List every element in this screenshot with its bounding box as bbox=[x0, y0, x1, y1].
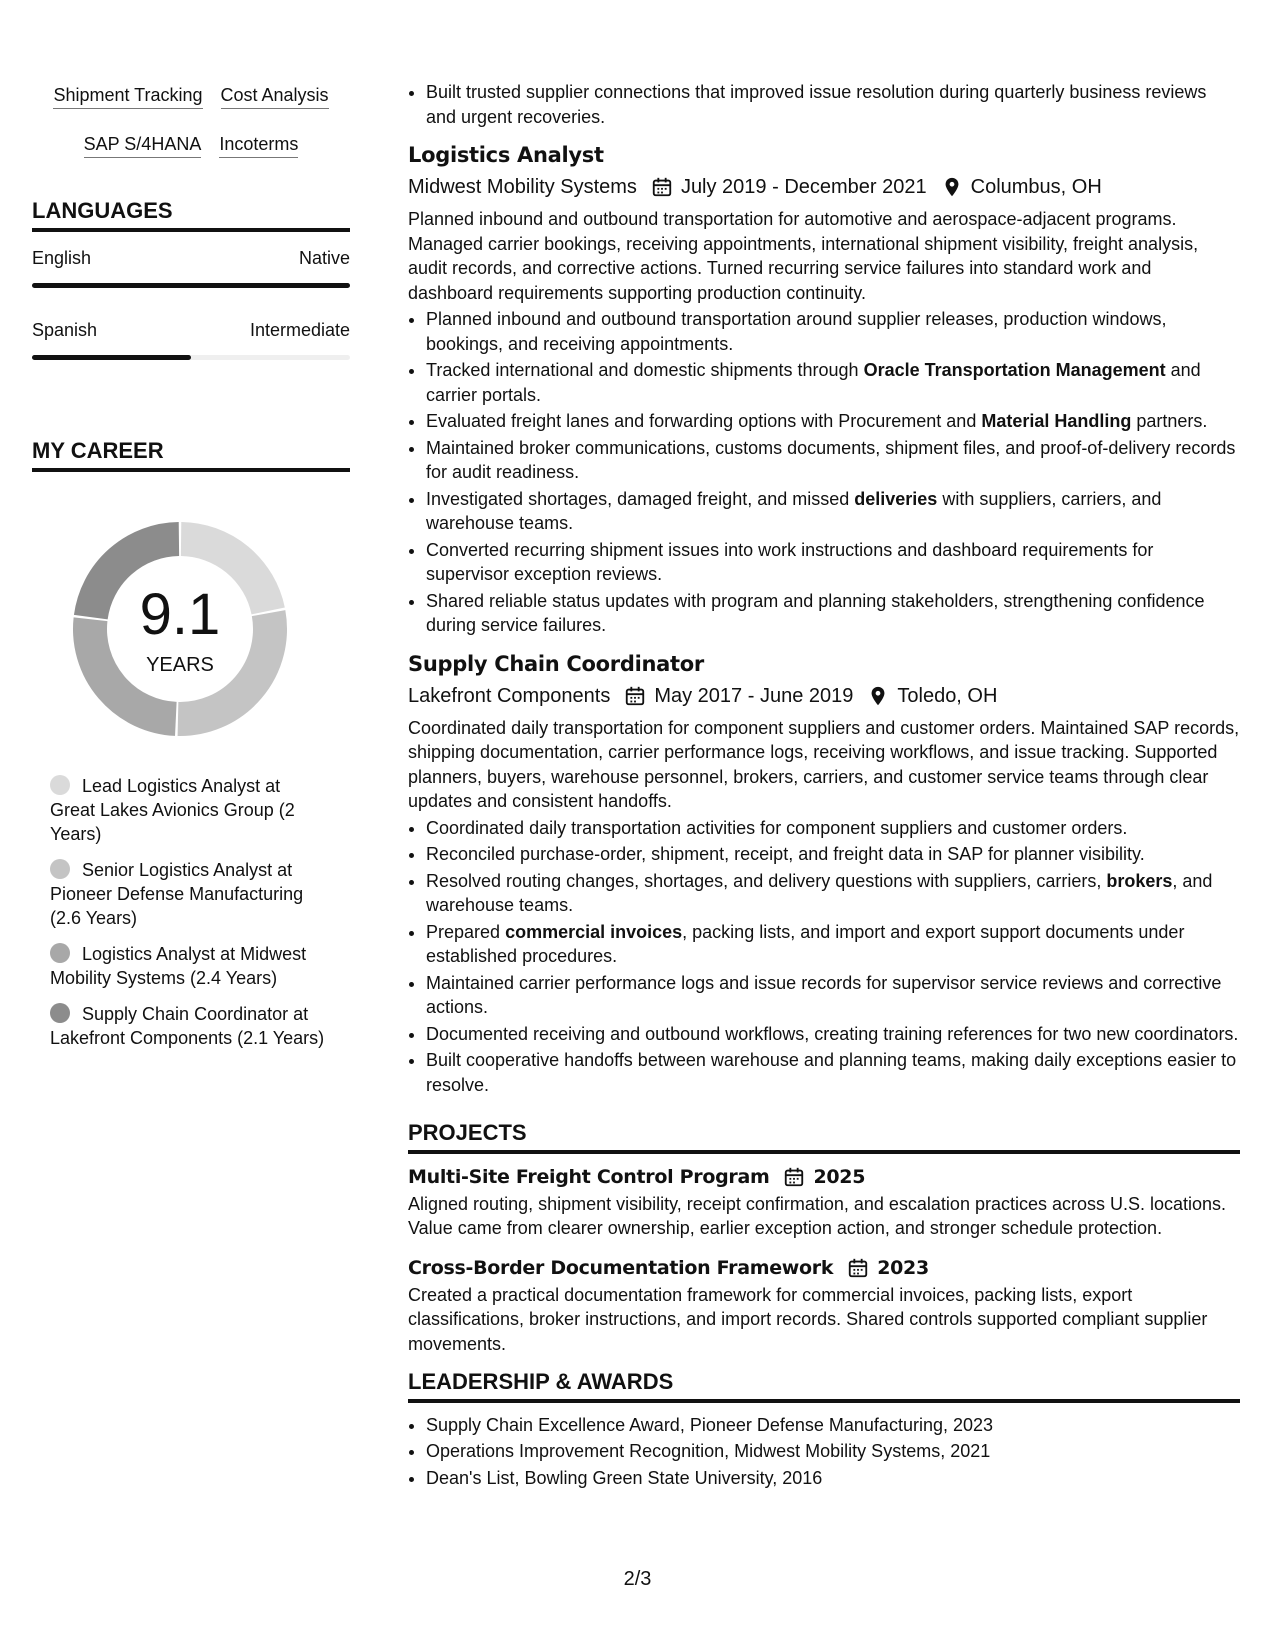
language-item bbox=[32, 320, 350, 360]
legend-label: Logistics Analyst at Midwest Mobility Systems (2.4 Years) bbox=[50, 944, 307, 988]
project-title: Multi-Site Freight Control Program bbox=[408, 1165, 770, 1188]
job-meta bbox=[408, 682, 1240, 710]
awards-heading: LEADERSHIP & AWARDS bbox=[408, 1370, 1240, 1403]
legend-dot bbox=[50, 859, 70, 879]
projects-heading: PROJECTS bbox=[408, 1121, 1240, 1154]
bullet-item: • Converted recurring shipment issues into work instructions and dashboard requirements for supervisor exception reviews. bbox=[426, 538, 1240, 587]
bullet-item: • Maintained carrier performance logs and issue records for supervisor service reviews and corrective actions. bbox=[426, 971, 1240, 1020]
legend-label: Lead Logistics Analyst at Great Lakes Avionics Group (2 Years) bbox=[50, 776, 295, 844]
skill-tag: Shipment Tracking bbox=[53, 80, 202, 109]
bullet-item: • Coordinated daily transportation activities for component suppliers and customer orders. bbox=[426, 816, 1240, 841]
calendar-icon bbox=[624, 685, 646, 707]
bullet-item: • Resolved routing changes, shortages, and delivery questions with suppliers, carriers, brokers, and warehouse teams. bbox=[426, 869, 1240, 918]
experience-bullets bbox=[408, 80, 1240, 129]
job-title: Supply Chain Coordinator bbox=[408, 651, 704, 676]
language-level-bar bbox=[32, 283, 350, 288]
award-item: • Operations Improvement Recognition, Midwest Mobility Systems, 2021 bbox=[426, 1439, 1240, 1464]
calendar-icon bbox=[651, 176, 673, 198]
project-entry bbox=[408, 1164, 1240, 1241]
language-name: Spanish bbox=[32, 320, 98, 340]
language-name: English bbox=[32, 248, 92, 268]
language-item bbox=[32, 248, 350, 288]
career-years-label: YEARS bbox=[146, 654, 214, 676]
job-location: Toledo, OH bbox=[897, 684, 998, 707]
map-pin-icon bbox=[941, 176, 963, 198]
bullet-item: • Reconciled purchase-order, shipment, receipt, and freight data in SAP for planner visibility. bbox=[426, 842, 1240, 867]
job-bullets bbox=[408, 307, 1240, 638]
legend-item bbox=[50, 774, 330, 846]
project-description: Aligned routing, shipment visibility, receipt confirmation, and escalation practices across U.S. locations. Value came from clearer ownership, earlier exception action, and stronger schedule protection. bbox=[408, 1193, 1227, 1238]
job-dates: May 2017 - June 2019 bbox=[654, 684, 854, 707]
main-content bbox=[408, 80, 1240, 1492]
language-level: Intermediate bbox=[249, 320, 350, 340]
map-pin-icon bbox=[867, 685, 889, 707]
project-title-row bbox=[408, 1255, 1240, 1281]
language-level-bar bbox=[32, 355, 350, 360]
page-number: 2/3 bbox=[623, 1568, 652, 1590]
calendar-icon bbox=[783, 1166, 805, 1188]
language-level: Native bbox=[298, 248, 350, 268]
job-entry bbox=[408, 141, 1240, 638]
legend-label: Supply Chain Coordinator at Lakefront Components (2.1 Years) bbox=[50, 1004, 325, 1048]
bullet-item: • Documented receiving and outbound workflows, creating training references for two new coordinators. bbox=[426, 1022, 1240, 1047]
project-title: Cross-Border Documentation Framework bbox=[408, 1256, 834, 1279]
skill-tag: Incoterms bbox=[219, 129, 298, 158]
legend-item bbox=[50, 1002, 330, 1050]
bullet-item: • Investigated shortages, damaged freight, and missed deliveries with suppliers, carriers, and warehouse teams. bbox=[426, 487, 1240, 536]
languages-heading: LANGUAGES bbox=[32, 198, 350, 232]
bullet-item: • Evaluated freight lanes and forwarding options with Procurement and Material Handling partners. bbox=[426, 409, 1240, 434]
sidebar bbox=[32, 80, 350, 1062]
job-location: Columbus, OH bbox=[970, 176, 1102, 198]
legend-dot bbox=[50, 943, 70, 963]
job-title: Logistics Analyst bbox=[408, 143, 604, 167]
language-level-fill bbox=[32, 355, 191, 360]
award-item: • Supply Chain Excellence Award, Pioneer Defense Manufacturing, 2023 bbox=[426, 1413, 1240, 1438]
legend-dot bbox=[50, 1003, 70, 1023]
calendar-icon bbox=[847, 1257, 869, 1279]
legend-dot bbox=[50, 775, 70, 795]
company-name: Midwest Mobility Systems bbox=[408, 176, 637, 198]
company-name: Lakefront Components bbox=[408, 684, 611, 707]
job-bullets bbox=[408, 816, 1240, 1098]
legend-label: Senior Logistics Analyst at Pioneer Defense Manufacturing (2.6 Years) bbox=[50, 860, 304, 928]
bullet-item: • Prepared commercial invoices, packing lists, and import and export support documents under established procedures. bbox=[426, 920, 1240, 969]
project-description: Created a practical documentation framework for commercial invoices, packing lists, export classifications, broker instructions, and import records. Shared controls supported compliant supplier movements. bbox=[408, 1284, 1208, 1354]
skill-tag: Cost Analysis bbox=[221, 80, 329, 109]
skills-section bbox=[32, 80, 350, 158]
bullet-item: • Shared reliable status updates with program and planning stakeholders, strengthening confidence during service failures. bbox=[426, 589, 1240, 638]
career-total-years: 9.1 bbox=[139, 582, 221, 647]
bullet-item: • Tracked international and domestic shipments through Oracle Transportation Management and carrier portals. bbox=[426, 358, 1240, 407]
job-dates: July 2019 - December 2021 bbox=[680, 176, 927, 198]
job-description: Planned inbound and outbound transportation for automotive and aerospace-adjacent programs. Managed carrier bookings, receiving appointments, international shipment visibility, freight analysis, audit records, and corrective actions. Turned recurring service failures into standard work and dashboard requirements supporting production continuity. bbox=[408, 209, 1199, 303]
bullet-item: • Built cooperative handoffs between warehouse and planning teams, making daily exceptions easier to resolve. bbox=[426, 1048, 1240, 1097]
legend-item bbox=[50, 942, 330, 990]
job-meta bbox=[408, 173, 1240, 201]
bullet-item: • Built trusted supplier connections that improved issue resolution during quarterly business reviews and urgent recoveries. bbox=[426, 80, 1240, 129]
award-item: • Dean's List, Bowling Green State University, 2016 bbox=[426, 1466, 1240, 1491]
language-level-fill bbox=[32, 283, 350, 288]
project-entry bbox=[408, 1255, 1240, 1357]
career-heading: MY CAREER bbox=[32, 438, 350, 472]
career-legend bbox=[50, 774, 330, 1050]
legend-item bbox=[50, 858, 330, 930]
project-title-row bbox=[408, 1164, 1240, 1190]
job-entry bbox=[408, 650, 1240, 1098]
career-donut-chart bbox=[65, 514, 295, 744]
job-description: Coordinated daily transportation for component suppliers and customer orders. Maintained SAP records, shipping documentation, carrier performance logs, receiving workflows, and issue tracking. Supported planners, buyers, warehouse personnel, brokers, carriers, and customer service teams through clear updates and consistent handoffs. bbox=[408, 717, 1240, 811]
skill-tag: SAP S/4HANA bbox=[84, 129, 202, 158]
project-year: 2023 bbox=[877, 1256, 929, 1279]
bullet-item: • Planned inbound and outbound transportation around supplier releases, production windows, bookings, and receiving appointments. bbox=[426, 307, 1240, 356]
bullet-item: • Maintained broker communications, customs documents, shipment files, and proof-of-delivery records for audit readiness. bbox=[426, 436, 1240, 485]
project-year: 2025 bbox=[813, 1165, 866, 1188]
awards-list bbox=[408, 1413, 1240, 1491]
